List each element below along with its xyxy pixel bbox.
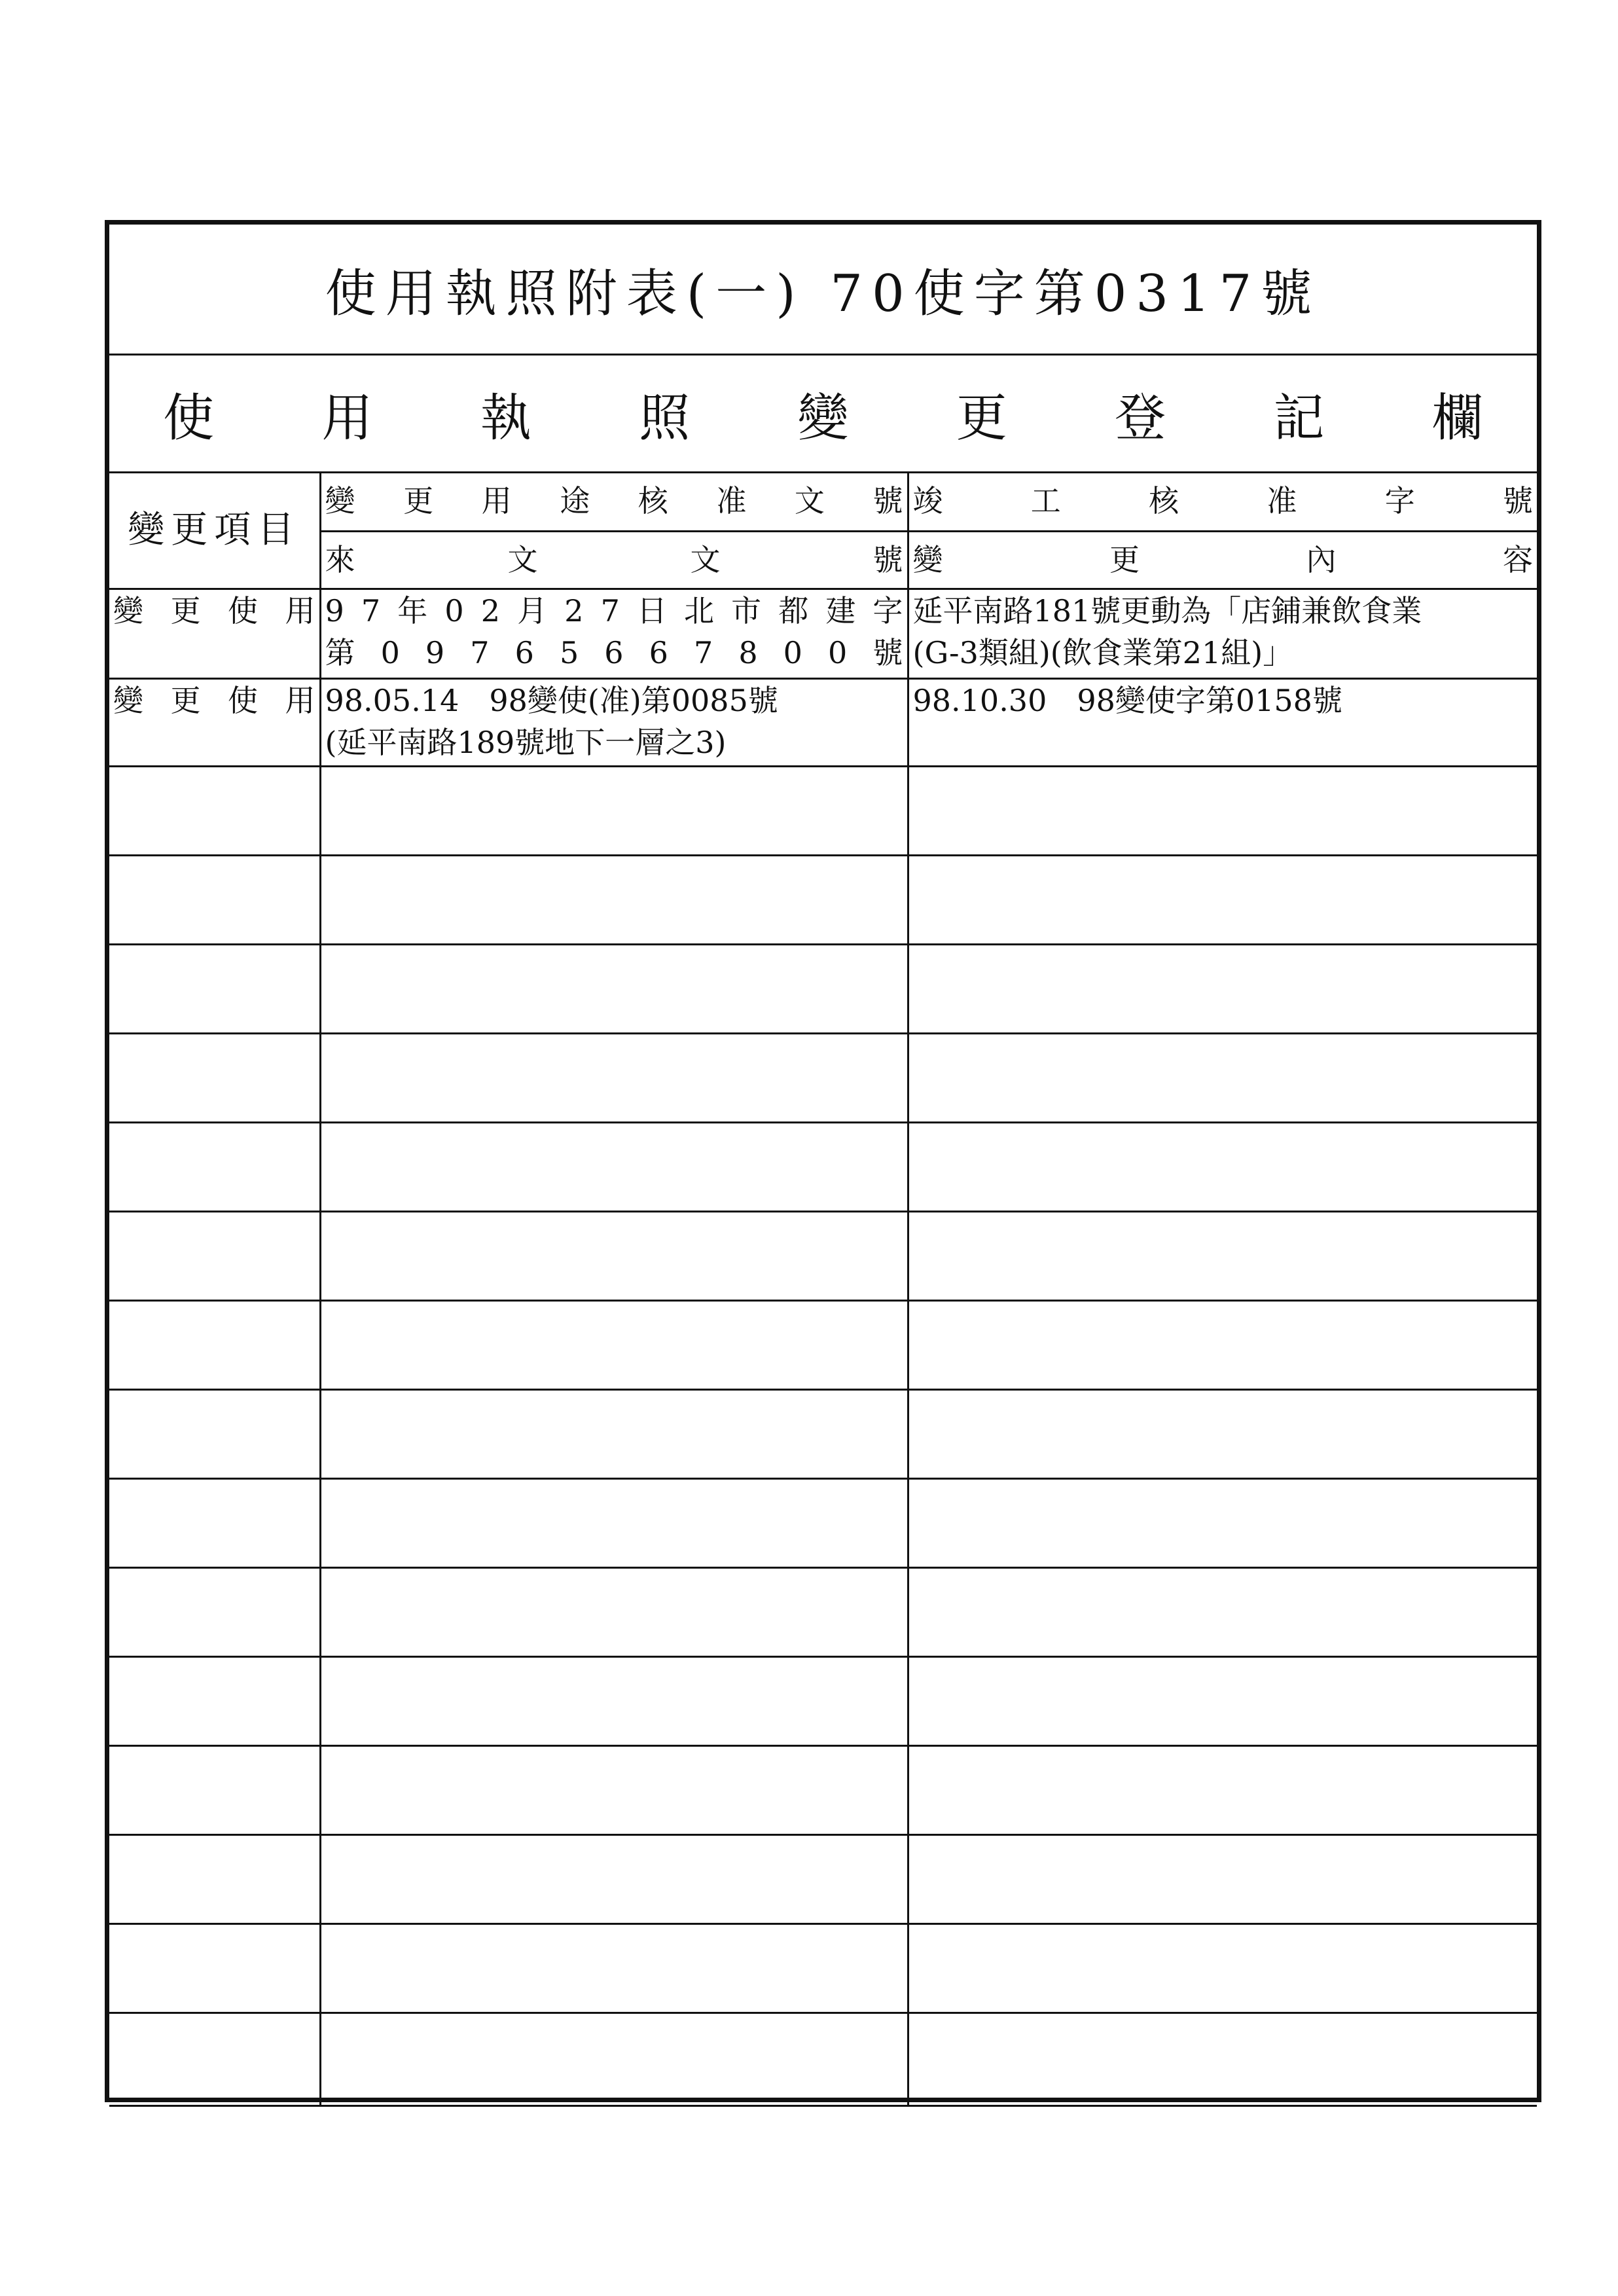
completion-line bbox=[913, 721, 1534, 763]
empty-cell bbox=[908, 1211, 1537, 1300]
empty-cell bbox=[908, 855, 1537, 944]
item-char: 更 bbox=[170, 592, 201, 629]
header-char: 內 bbox=[1306, 541, 1337, 577]
approval-char: 號 bbox=[872, 634, 903, 670]
subtitle-char: 更 bbox=[956, 388, 1007, 448]
header-char: 變 bbox=[325, 483, 355, 519]
completion-line: (G-3類組)(飲食業第21組)」 bbox=[912, 634, 1293, 670]
item-char: 變 bbox=[113, 682, 143, 718]
header-char: 用 bbox=[481, 483, 512, 519]
subtitle-char: 欄 bbox=[1431, 388, 1483, 448]
empty-cell bbox=[320, 1033, 908, 1122]
item-char: 用 bbox=[285, 682, 315, 718]
empty-row bbox=[109, 1834, 1537, 1923]
column-header-row-2 bbox=[109, 531, 1537, 589]
approval-char: 0 bbox=[380, 634, 400, 670]
header-char: 文 bbox=[507, 541, 538, 577]
header-char: 號 bbox=[872, 483, 903, 519]
empty-cell bbox=[320, 1122, 908, 1211]
approval-char: 0 bbox=[783, 634, 802, 670]
header-char: 容 bbox=[1503, 541, 1533, 577]
empty-cell bbox=[908, 766, 1537, 855]
empty-cell bbox=[320, 1389, 908, 1478]
header-char: 工 bbox=[1030, 483, 1061, 519]
header-char: 竣 bbox=[912, 483, 943, 519]
approval-char: 字 bbox=[872, 592, 903, 629]
header-char: 號 bbox=[1502, 483, 1533, 519]
empty-cell bbox=[908, 1478, 1537, 1567]
approval-char: 9 bbox=[325, 592, 344, 629]
column-header-row bbox=[109, 473, 1537, 531]
empty-cell bbox=[109, 1389, 320, 1478]
empty-cell bbox=[109, 2013, 320, 2105]
approval-char: 北 bbox=[684, 592, 715, 629]
table-row bbox=[109, 589, 1537, 678]
header-char: 文 bbox=[690, 541, 721, 577]
header-char: 准 bbox=[1267, 483, 1297, 519]
subtitle-char: 記 bbox=[1273, 388, 1325, 448]
header-approval-bottom bbox=[320, 531, 908, 589]
row-approval-cell bbox=[320, 589, 908, 678]
approval-char: 8 bbox=[738, 634, 758, 670]
change-registry-table bbox=[109, 473, 1537, 2107]
row-item-cell bbox=[109, 678, 320, 766]
empty-row bbox=[109, 1656, 1537, 1745]
empty-row bbox=[109, 1211, 1537, 1300]
empty-cell bbox=[109, 1122, 320, 1211]
approval-char: 年 bbox=[397, 592, 428, 629]
empty-cell bbox=[320, 1834, 908, 1923]
empty-cell bbox=[320, 1745, 908, 1834]
empty-row bbox=[109, 1033, 1537, 1122]
approval-char: 7 bbox=[470, 634, 490, 670]
empty-cell bbox=[109, 1033, 320, 1122]
empty-row bbox=[109, 855, 1537, 944]
header-char: 變 bbox=[912, 541, 943, 577]
subtitle-char: 登 bbox=[1115, 388, 1166, 448]
approval-char: 5 bbox=[559, 634, 579, 670]
completion-line: 98.10.30 98變使字第0158號 bbox=[912, 682, 1342, 718]
header-char: 准 bbox=[716, 483, 747, 519]
table-row bbox=[109, 678, 1537, 766]
header-item-cell bbox=[109, 473, 320, 589]
empty-cell bbox=[908, 1923, 1537, 2013]
empty-cell bbox=[320, 1567, 908, 1656]
header-char: 途 bbox=[560, 483, 590, 519]
empty-cell bbox=[320, 1656, 908, 1745]
empty-cell bbox=[320, 855, 908, 944]
approval-char: 2 bbox=[564, 592, 584, 629]
row-completion-cell bbox=[908, 589, 1537, 678]
subtitle-row bbox=[109, 355, 1537, 473]
row-item-cell bbox=[109, 589, 320, 678]
approval-char: 建 bbox=[825, 592, 856, 629]
empty-row bbox=[109, 1923, 1537, 2013]
page-title: 使用執照附表(一) 70使字第0317號 bbox=[325, 264, 1321, 323]
empty-cell bbox=[320, 2013, 908, 2105]
item-char: 用 bbox=[285, 592, 315, 629]
approval-char: 日 bbox=[636, 592, 667, 629]
subtitle-char: 用 bbox=[321, 388, 373, 448]
approval-char: 月 bbox=[517, 592, 548, 629]
empty-row bbox=[109, 1567, 1537, 1656]
header-char: 更 bbox=[1109, 541, 1140, 577]
permit-sheet bbox=[105, 220, 1541, 2102]
empty-cell bbox=[109, 1478, 320, 1567]
empty-row bbox=[109, 1745, 1537, 1834]
empty-cell bbox=[908, 1389, 1537, 1478]
header-completion-top bbox=[908, 473, 1537, 531]
header-char: 來 bbox=[325, 541, 355, 577]
approval-char: 第 bbox=[325, 634, 355, 670]
approval-char: 2 bbox=[480, 592, 500, 629]
approval-char: 0 bbox=[444, 592, 464, 629]
empty-cell bbox=[908, 1122, 1537, 1211]
empty-cell bbox=[109, 1745, 320, 1834]
empty-cell bbox=[908, 944, 1537, 1033]
empty-cell bbox=[908, 1567, 1537, 1656]
empty-cell bbox=[109, 1656, 320, 1745]
empty-cell bbox=[908, 1745, 1537, 1834]
header-char: 核 bbox=[638, 483, 668, 519]
header-item: 變更項目 bbox=[128, 509, 301, 552]
empty-cell bbox=[109, 1567, 320, 1656]
header-approval-top bbox=[320, 473, 908, 531]
header-completion-bottom bbox=[908, 531, 1537, 589]
empty-cell bbox=[320, 1211, 908, 1300]
item-char: 變 bbox=[113, 592, 143, 629]
approval-char: 7 bbox=[600, 592, 620, 629]
approval-line: (延平南路189號地下一層之3) bbox=[325, 724, 727, 760]
empty-cell bbox=[109, 1300, 320, 1389]
empty-cell bbox=[320, 944, 908, 1033]
empty-cell bbox=[908, 1656, 1537, 1745]
approval-char: 0 bbox=[828, 634, 848, 670]
subtitle-char: 使 bbox=[163, 388, 215, 448]
item-char: 使 bbox=[228, 682, 258, 718]
title-row bbox=[109, 225, 1537, 355]
header-char: 文 bbox=[794, 483, 825, 519]
header-char: 字 bbox=[1384, 483, 1415, 519]
item-char: 使 bbox=[228, 592, 258, 629]
empty-cell bbox=[109, 1834, 320, 1923]
empty-cell bbox=[320, 1923, 908, 2013]
empty-cell bbox=[908, 1033, 1537, 1122]
approval-char: 6 bbox=[604, 634, 624, 670]
approval-char: 7 bbox=[361, 592, 381, 629]
empty-cell bbox=[109, 1923, 320, 2013]
approval-char: 市 bbox=[731, 592, 762, 629]
empty-cell bbox=[109, 944, 320, 1033]
empty-cell bbox=[109, 855, 320, 944]
empty-row bbox=[109, 1478, 1537, 1567]
empty-cell bbox=[908, 1834, 1537, 1923]
empty-row bbox=[109, 2013, 1537, 2105]
empty-row bbox=[109, 1300, 1537, 1389]
row-approval-cell bbox=[320, 678, 908, 766]
header-char: 更 bbox=[403, 483, 434, 519]
header-char: 號 bbox=[872, 541, 903, 577]
empty-cell bbox=[109, 1211, 320, 1300]
item-char: 更 bbox=[170, 682, 201, 718]
empty-cell bbox=[320, 766, 908, 855]
empty-cell bbox=[908, 1300, 1537, 1389]
empty-row bbox=[109, 766, 1537, 855]
approval-char: 9 bbox=[425, 634, 445, 670]
empty-cell bbox=[908, 2013, 1537, 2105]
completion-line: 延平南路181號更動為「店鋪兼飲食業 bbox=[912, 592, 1422, 629]
empty-cell bbox=[320, 1300, 908, 1389]
subtitle-char: 執 bbox=[480, 388, 531, 448]
approval-line: 98.05.14 98變使(准)第0085號 bbox=[325, 682, 778, 718]
row-completion-cell bbox=[908, 678, 1537, 766]
empty-row bbox=[109, 944, 1537, 1033]
subtitle-char: 照 bbox=[639, 388, 691, 448]
empty-row bbox=[109, 1389, 1537, 1478]
empty-cell bbox=[320, 1478, 908, 1567]
empty-row bbox=[109, 1122, 1537, 1211]
approval-char: 7 bbox=[693, 634, 713, 670]
subtitle-char: 變 bbox=[797, 388, 849, 448]
header-char: 核 bbox=[1149, 483, 1179, 519]
approval-char: 6 bbox=[649, 634, 668, 670]
empty-cell bbox=[109, 766, 320, 855]
approval-char: 都 bbox=[778, 592, 809, 629]
approval-char: 6 bbox=[514, 634, 534, 670]
